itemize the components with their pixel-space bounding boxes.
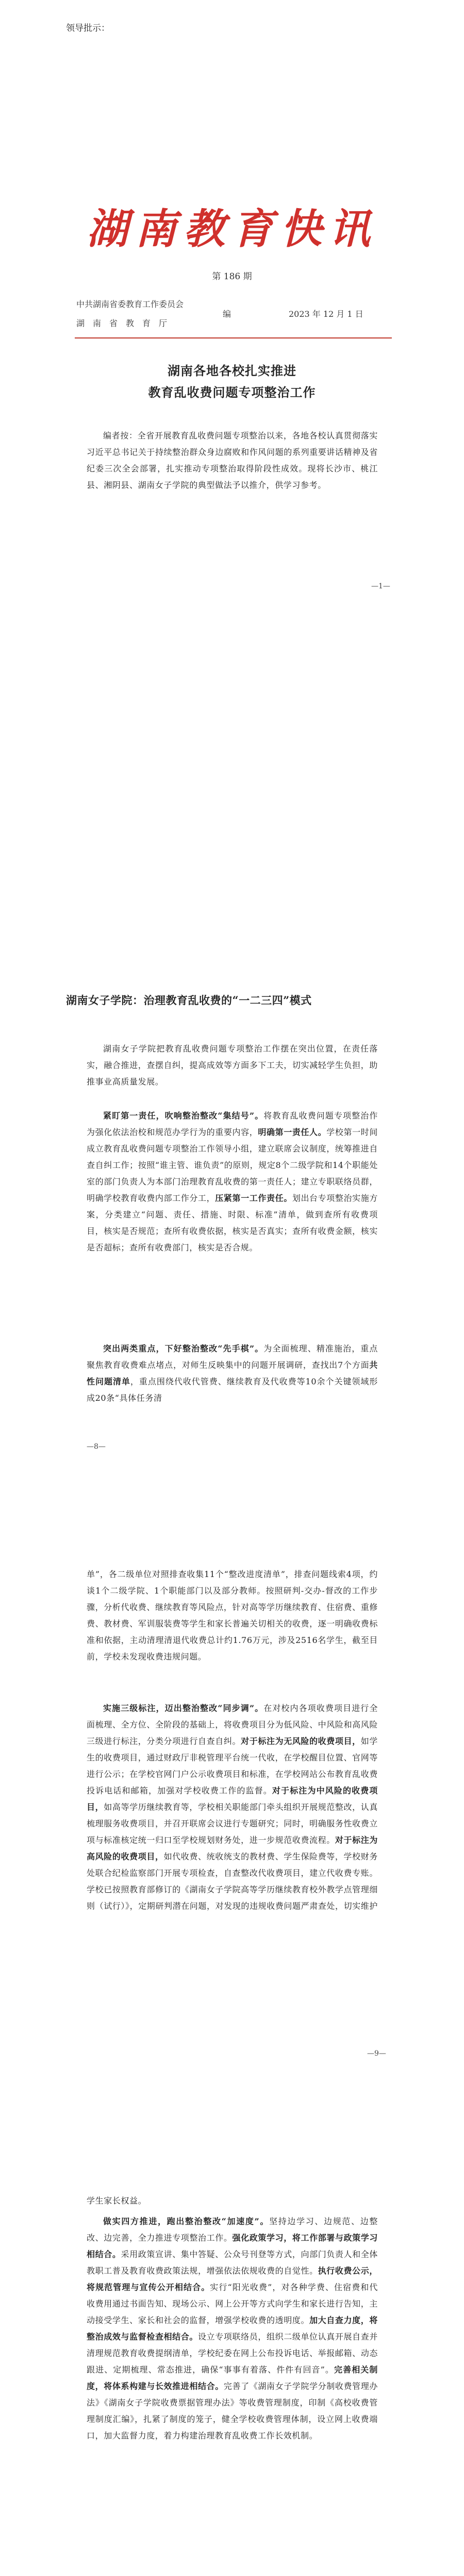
section4-text-i: 完善了《湖南女子学院学分制收费管理办法》《湖南女子学院收费票据管理办法》等收费管理制度，印制《高校收费管理制度汇编》，扎紧了制度的笼子，健全学校收费管理体制，设立网上收费端口，加大监督力度，着力构建治理教育乱收费工作长效机制。 xyxy=(87,2381,378,2441)
section3-text-a: 在对校内各项收费项目进行全面梳理、全方位、全阶段的基础上，将收费项目分为低风险、中风险和高风险三级进行标注，分类分项进行自查自纠。 xyxy=(87,1703,378,1746)
article2-section2 xyxy=(87,1341,378,1406)
page-1 xyxy=(0,0,464,871)
page10-section4 xyxy=(87,2213,378,2444)
masthead-title: 湖南教育快讯 xyxy=(87,205,377,253)
page9-continued-para: 单”，各二级单位对照排查收集11个“整改进度清单”，排查问题线索4项，约谈1个二级学院、1个职能部门以及部分教师。按照研判-交办-督改的工作步骤，分析代收费、继续教育等风险点，针对高等学历继续教育、住宿费、重修费、教材费、军训服装费等学生和家长普遍关切相关的收费，逐一明确收费标准和依据，主动清理清退代收费总计约1.76万元，涉及2516名学生，截至目前，学校未发现收费违规问题。 xyxy=(87,1569,378,1662)
section4-highlight-b: 强化政策学习，将工作部署与政策学习相结合。 xyxy=(87,2233,378,2259)
article2-intro: 湖南女子学院把教育乱收费问题专项整治工作摆在突出位置，在责任落实，融合推进，查摆自纠，提高成效等方面多下工夫，切实减轻学生负担，助推事业高质量发展。 xyxy=(87,1044,378,1087)
section3-text-c: 如学生的收费项目，通过财政厅非税管理平台统一代收，在学校醒目位置、官网等进行公示；在学校官网门户公示收费项目和标准，在学校网站公布教育乱收费投诉电话和邮箱，加强对学校收费工作的监督。 xyxy=(87,1736,378,1795)
header-divider xyxy=(75,337,392,338)
section1-text-c: 学校第一时间成立教育乱收费问题专项整治工作领导小组，建立联席会议制度，统筹推进自查自纠工作；按照“谁主管、谁负责”的原则，规定8个二级学院和14个职能处室的部门负责人为本部门治理教育乱收费的第一责任人；建立专职联络员群，明确学校教育收费内部工作分工， xyxy=(87,1127,378,1203)
article1-title-line2: 教育乱收费问题专项整治工作 xyxy=(148,385,316,400)
section3-highlight-b: 对于标注为无风险的收费项目， xyxy=(241,1736,361,1746)
section1-text-e: 划出台专项整治实施方案，分类建立“问题、责任、措施、时限、标准”清单，做到查所有收费项目，核实是否规范；查所有收费依据，核实是否真实；查所有收费金额，核实是否超标；查所有收费部门，核实是否合规。 xyxy=(87,1193,378,1252)
section4-text-e: 实行“阳光收费”，对各种学费、住宿费和代收费用通过书面告知、现场公示、网上公开等方式向学生和家长进行告知，主动接受学生、家长和社会的监督，增强学校收费的透明度。 xyxy=(87,2282,378,2325)
section4-text-a: 坚持边学习、边规范、边整改、边完善，全力推进专项整治工作。 xyxy=(87,2216,378,2243)
page9-section3 xyxy=(87,1700,378,1914)
section2-text-c: ，重点围绕代收代管费、继续教育及代收费等10余个关键领域形成20条“具体任务清 xyxy=(87,1377,378,1403)
approval-label: 领导批示： xyxy=(66,23,110,33)
page-9 xyxy=(0,1479,464,2071)
issue-date: 2023 年 12 月 1 日 xyxy=(289,309,363,319)
section1-highlight-d: 压紧第一工作责任。 xyxy=(215,1193,292,1203)
page-number-1: —1— xyxy=(371,582,390,590)
issuer-line2: 湖 南 省 教 育 厅 xyxy=(76,318,168,328)
page-10 xyxy=(0,2071,464,2576)
section2-highlight-b: 共性问题清单 xyxy=(87,1360,378,1386)
issuer-line1: 中共湖南省委教育工作委员会 xyxy=(76,299,184,309)
section4-highlight-f: 加大自查力度，将整治成效与监督检查相结合。 xyxy=(87,2315,378,2342)
section3-text-e: 如高等学历继续教育等，学校相关职能部门牵头组织开展规范整改，认真梳理服务收费项目，并召开联席会议进行专题研究；同时，明确服务性收费立项与标准核定统一归口至学校规划财务处，进一步规范收费流程。 xyxy=(87,1802,378,1845)
section3-highlight-d: 对于标注为中风险的收费项目， xyxy=(87,1786,378,1812)
issuer-suffix: 编 xyxy=(223,309,231,319)
page-number-9: —9— xyxy=(367,2049,386,2058)
page-number-8: —8— xyxy=(87,1443,106,1451)
page-8 xyxy=(0,871,464,1479)
section1-highlight-b: 明确第一责任人。 xyxy=(258,1127,327,1137)
issue-number: 第 186 期 xyxy=(212,272,252,282)
section4-highlight-d: 执行收费公示，将规范管理与宣传公开相结合。 xyxy=(87,2266,378,2292)
section1-text-a: 将教育乱收费问题专项整治作为强化依法治校和规范办学行为的重要内容， xyxy=(87,1111,378,1137)
section3-text-g: 如代收费、统收统支的教材费、学生保险费等，学校财务处联合纪检监察部门开展专项检查，自查整改代收费项目，建立代收费专账。学校已按照教育部修订的《湖南女子学院高等学历继续教育校外教学点管理细则（试行）》，定期研判潜在问题，对发现的违规收费问题严肃查处，切实维护 xyxy=(87,1852,378,1911)
article1-title-line1: 湖南各地各校扎实推进 xyxy=(168,363,296,378)
editor-note: 编者按：全省开展教育乱收费问题专项整治以来，各地各校认真贯彻落实习近平总书记关于持续整治群众身边腐败和作风问题的系列重要讲话精神及省纪委三次全会部署，扎实推动专项整治取得阶段性成效。现将长沙市、桃江县、湘阴县、湖南女子学院的典型做法予以推介，供学习参考。 xyxy=(87,431,378,490)
article2-title: 湖南女子学院：治理教育乱收费的“一二三四”模式 xyxy=(66,994,312,1007)
section2-text-a: 为全面梳理、精准施治，重点聚焦教育收费难点堵点，对师生反映集中的问题开展调研，查找出7个方面 xyxy=(87,1344,378,1370)
section4-text-c: 采用政策宣讲、集中答疑、公众号刊登等方式，向部门负责人和全体教职工普及教育收费政策法规，增强依法依规收费的自觉性。 xyxy=(87,2249,378,2276)
section2-heading: 突出两类重点，下好整治整改“先手棋”。 xyxy=(103,1344,264,1353)
section1-heading: 紧盯第一责任，吹响整治整改“集结号”。 xyxy=(103,1111,264,1121)
page10-continued-para: 学生家长权益。 xyxy=(87,2196,147,2206)
section3-highlight-f: 对于标注为高风险的收费项目， xyxy=(87,1835,378,1861)
article2-section1 xyxy=(87,1108,378,1256)
section4-heading: 做实四方推进，跑出整治整改“加速度”。 xyxy=(103,2216,270,2226)
section3-heading: 实施三级标注，迈出整治整改“同步调”。 xyxy=(103,1703,264,1713)
section4-text-g: 设立专项联络员，组织二级单位认真开展自查并清理规范教育收费提纲清单，学校纪委在网上公布投诉电话、举报邮箱、动态跟进、定期梳理、常态推进，确保“事事有着落、件件有回音”。 xyxy=(87,2332,378,2375)
section4-highlight-h: 完善相关制度，将体系构建与长效推进相结合。 xyxy=(87,2365,378,2391)
